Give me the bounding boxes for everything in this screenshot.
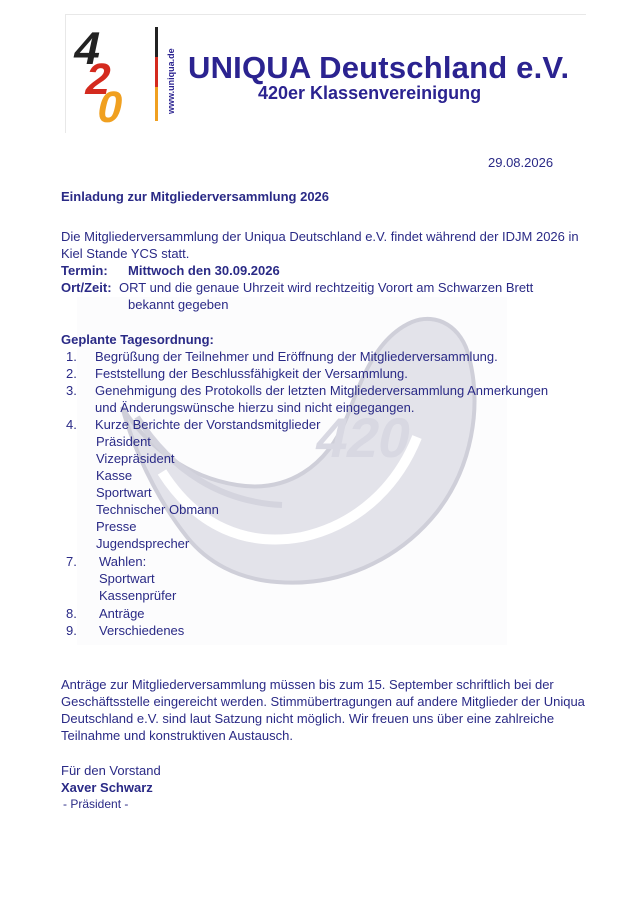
svg-text:0: 0 bbox=[93, 83, 128, 132]
letter-date: 29.08.2026 bbox=[488, 155, 554, 170]
agenda-item-welcome: Begrüßung der Teilnehmer und Eröffnung der Mitgliederversammlung. bbox=[95, 349, 498, 364]
svg-text:2: 2 bbox=[81, 55, 116, 104]
ortzeit-line1: ORT und die genaue Uhrzeit wird rechtzeitig Vorort am Schwarzen Brett bbox=[119, 280, 534, 295]
agenda-number: 3. bbox=[66, 383, 77, 398]
closing-paragraph: Anträge zur Mitgliederversammlung müssen bis zum 15. September schriftlich bei der Geschäftsstelle eingereicht werden. Stimmübertragungen auf andere Mitglieder der Uniqua Deutschland e.V. sind laut Satzung nicht möglich. Wir freuen uns über eine zahlreiche Teilnahme und konstruktiven Austausch. bbox=[61, 677, 585, 743]
report-item: Präsident bbox=[96, 434, 151, 449]
agenda-number: 4. bbox=[66, 417, 77, 432]
agenda-title: Geplante Tagesordnung: bbox=[61, 332, 214, 347]
signature-name: Xaver Schwarz bbox=[61, 780, 153, 795]
agenda-item-minutes-cont: und Änderungswünsche hierzu sind nicht eingegangen. bbox=[95, 400, 415, 415]
letter-heading: Einladung zur Mitgliederversammlung 2026 bbox=[61, 189, 330, 204]
agenda-number: 9. bbox=[66, 623, 77, 638]
report-item: Vizepräsident bbox=[96, 451, 175, 466]
intro-paragraph: Die Mitgliederversammlung der Uniqua Deutschland e.V. findet während der IDJM 2026 in Kiel Stande YCS statt. bbox=[61, 229, 579, 261]
report-item: Technischer Obmann bbox=[96, 502, 219, 517]
agenda-item-elections: Wahlen: bbox=[99, 554, 147, 569]
logo-url-text: www.uniqua.de bbox=[166, 48, 176, 114]
ortzeit-label: Ort/Zeit: bbox=[61, 280, 112, 295]
agenda-number: 8. bbox=[66, 606, 77, 621]
report-item: Presse bbox=[96, 519, 137, 534]
organization-title: UNIQUA Deutschland e.V. bbox=[188, 50, 570, 85]
agenda-item-misc: Verschiedenes bbox=[99, 623, 185, 638]
election-item: Kassenprüfer bbox=[99, 588, 177, 603]
termin-label: Termin: bbox=[61, 263, 108, 278]
uniqua-420-logo bbox=[69, 22, 178, 132]
svg-text:420: 420 bbox=[310, 406, 418, 469]
agenda-item-motions: Anträge bbox=[99, 606, 145, 621]
agenda-item-reports: Kurze Berichte der Vorstandsmitglieder bbox=[95, 417, 321, 432]
report-item: Sportwart bbox=[96, 485, 152, 500]
agenda-item-minutes: Genehmigung des Protokolls der letzten Mitgliederversammlung Anmerkungen bbox=[95, 383, 549, 398]
svg-text:4: 4 bbox=[69, 22, 106, 74]
agenda-number: 1. bbox=[66, 349, 77, 364]
termin-value: Mittwoch den 30.09.2026 bbox=[128, 263, 280, 278]
ortzeit-line2: bekannt gegeben bbox=[128, 297, 229, 312]
organization-subtitle: 420er Klassenvereinigung bbox=[258, 83, 482, 103]
agenda-number: 7. bbox=[66, 554, 77, 569]
report-item: Kasse bbox=[96, 468, 133, 483]
election-item: Sportwart bbox=[99, 571, 155, 586]
agenda-number: 2. bbox=[66, 366, 77, 381]
signature-role: - Präsident - bbox=[63, 797, 129, 811]
signature-for: Für den Vorstand bbox=[61, 763, 161, 778]
report-item: Jugendsprecher bbox=[96, 536, 190, 551]
agenda-item-quorum: Feststellung der Beschlussfähigkeit der Versammlung. bbox=[95, 366, 408, 381]
